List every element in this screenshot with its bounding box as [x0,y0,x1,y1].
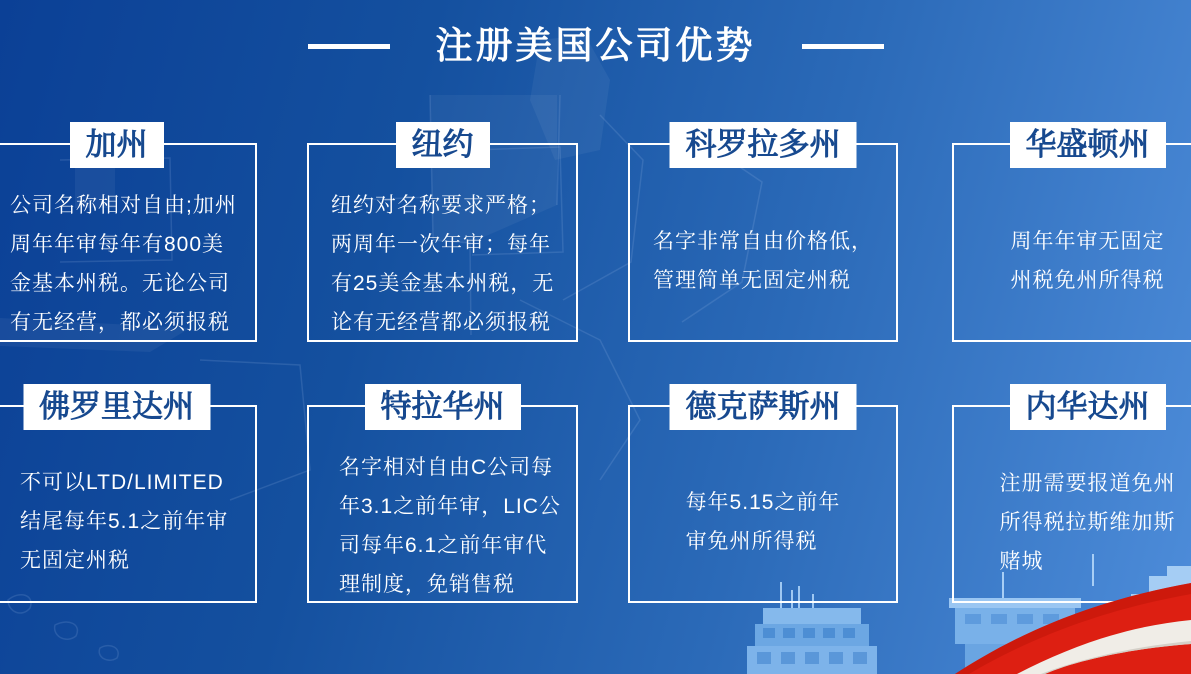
state-desc: 不可以LTD/LIMITED 结尾每年5.1之前年审 无固定州税 [20,471,229,572]
state-desc: 公司名称相对自由;加州 周年年审每年有800美 金基本州税。无论公司 有无经营，都必须报税 [10,194,237,334]
state-name-badge: 加州 [70,122,164,168]
state-card-delaware [307,389,578,603]
state-desc: 纽约对名称要求严格； 两周年一次年审；每年 有25美金基本州税，无 论有无经营都必须报税 [331,194,555,334]
title-dash-right [802,44,884,49]
state-card-washington [952,127,1191,342]
state-name-badge: 特拉华州 [365,384,521,430]
state-name-badge: 内华达州 [1010,384,1166,430]
state-name-badge: 纽约 [396,122,490,168]
state-desc: 名字相对自由C公司每 年3.1之前年审，LIC公 司每年6.1之前年审代 理制度，免销售税 [339,456,561,596]
state-card-florida [0,389,257,603]
state-card-california [0,127,257,342]
state-desc: 周年年审无固定 州税免州所得税 [1010,229,1165,292]
state-card-newyork [307,127,578,342]
state-name-badge: 德克萨斯州 [670,384,857,430]
state-name-badge: 科罗拉多州 [670,122,857,168]
title-dash-left [308,44,390,49]
page-title: 注册美国公司优势 [435,25,756,66]
state-desc: 注册需要报道免州 所得税拉斯维加斯 赌城 [999,471,1176,573]
state-desc: 每年5.15之前年 审免州所得税 [685,491,841,553]
state-name-badge: 佛罗里达州 [23,384,210,430]
state-card-texas [628,389,898,603]
state-name-badge: 华盛顿州 [1010,122,1166,168]
state-card-colorado [628,127,898,342]
page-title-row [0,24,1191,68]
state-desc: 名字非常自由价格低， 管理简单无固定州税 [653,229,873,292]
state-card-nevada [952,389,1191,603]
